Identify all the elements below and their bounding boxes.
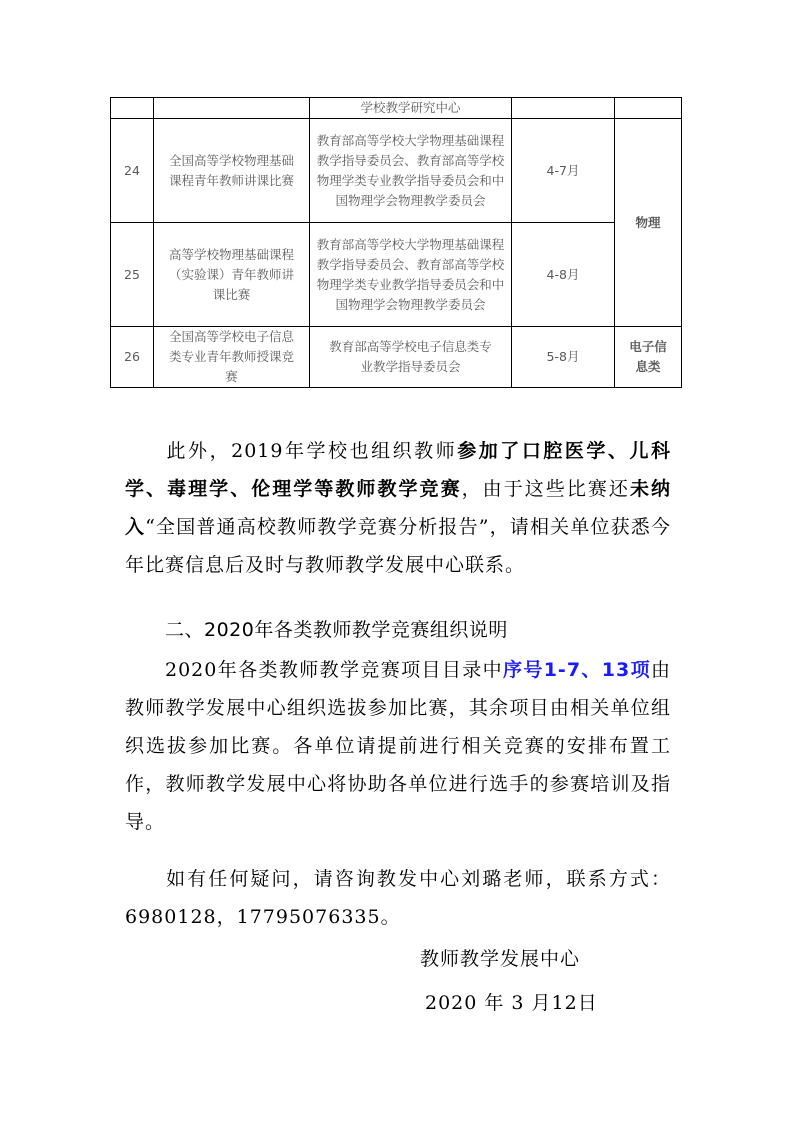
highlight-text: 序号1-7、13项 xyxy=(502,659,651,681)
table-row xyxy=(111,223,682,327)
signature-date: 2020 年 3 月12日 xyxy=(425,992,598,1014)
time-cell xyxy=(512,98,615,119)
bold-text: 参加了口腔医学、儿科学、毒理学、伦理学等教师教学竞赛 xyxy=(125,440,671,500)
subject-cell: 电子信息类 xyxy=(615,327,682,388)
text: 由教师教学发展中心组织选拔参加比赛，其余项目由相关单位组织选拔参加比赛。各单位请提前进行相关竞赛的安排布置工作，教师教学发展中心将协助各单位进行选手的参赛培训及指导。 xyxy=(125,659,671,833)
time-cell: 4-7月 xyxy=(512,119,615,223)
time-cell: 4-8月 xyxy=(512,223,615,327)
organizer-cell: 学校教学研究中心 xyxy=(310,98,512,119)
organizer-cell: 教育部高等学校大学物理基础课程教学指导委员会、教育部高等学校物理学类专业教学指导委员会和中国物理学会物理教学委员会 xyxy=(310,119,512,223)
subject-cell: 物理 xyxy=(615,119,682,327)
name-cell: 全国高等学校电子信息类专业青年教师授课竞赛 xyxy=(154,327,310,388)
paragraph-supplement xyxy=(125,432,671,584)
signature-org: 教师教学发展中心 xyxy=(420,948,581,970)
text: 此外，2019年学校也组织教师 xyxy=(165,440,458,462)
text: ，由于这些比赛还 xyxy=(461,478,630,500)
name-cell: 高等学校物理基础课程（实验课）青年教师讲课比赛 xyxy=(154,223,310,327)
paragraph-contact xyxy=(125,860,671,936)
table-row xyxy=(111,327,682,388)
number-cell: 25 xyxy=(111,223,154,327)
organizer-cell: 教育部高等学校大学物理基础课程教学指导委员会、教育部高等学校物理学类专业教学指导委员会和中国物理学会物理教学委员会 xyxy=(310,223,512,327)
table-row xyxy=(111,98,682,119)
table-row xyxy=(111,119,682,223)
number-cell: 24 xyxy=(111,119,154,223)
text: 2020年各类教师教学竞赛项目目录中 xyxy=(165,659,503,681)
text: 如有任何疑问，请咨询教发中心刘璐老师，联系方式：6980128，17795076335。 xyxy=(125,868,671,928)
organizer-cell: 教育部高等学校电子信息类专业教学指导委员会 xyxy=(310,327,512,388)
bold-text: 未纳入 xyxy=(125,478,671,538)
name-cell: 全国高等学校物理基础课程青年教师讲课比赛 xyxy=(154,119,310,223)
paragraph-organization xyxy=(125,651,671,841)
subject-cell xyxy=(615,98,682,119)
competition-table xyxy=(110,97,682,388)
section-heading: 二、2020年各类教师教学竞赛组织说明 xyxy=(165,619,508,641)
text: “全国普通高校教师教学竞赛分析报告”，请相关单位获悉今年比赛信息后及时与教师教学发展中心联系。 xyxy=(125,516,671,576)
time-cell: 5-8月 xyxy=(512,327,615,388)
number-cell: 26 xyxy=(111,327,154,388)
number-cell xyxy=(111,98,154,119)
name-cell xyxy=(154,98,310,119)
